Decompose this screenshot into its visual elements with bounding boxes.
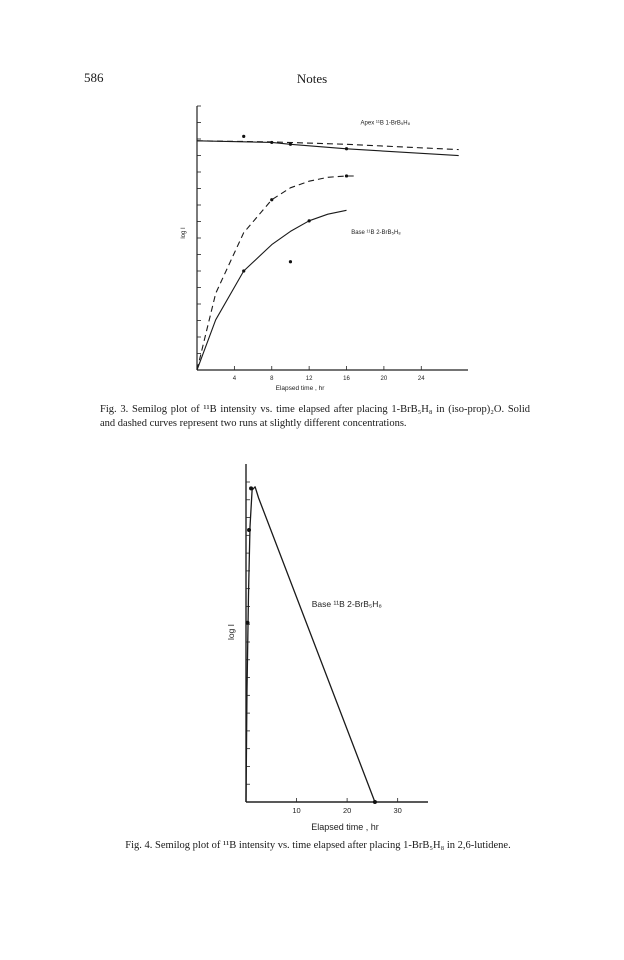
y-axis-label: log I <box>226 623 236 641</box>
data-point <box>242 269 245 272</box>
series-line-base-solid <box>246 487 375 802</box>
curve-annotation: Apex ¹¹B 1-BrB₅H₈ <box>360 120 411 127</box>
x-tick-label: 4 <box>232 376 237 382</box>
data-point <box>289 260 292 263</box>
data-point <box>289 143 292 146</box>
data-point <box>246 621 250 625</box>
caption-label: Fig. 4. <box>125 840 153 851</box>
data-point <box>270 198 273 201</box>
x-tick-label: 30 <box>393 806 402 815</box>
x-tick-label: 20 <box>342 806 352 815</box>
x-axis-label: Elapsed time , hr <box>311 822 379 832</box>
figure-3-caption <box>100 403 530 431</box>
x-tick-label: 20 <box>380 376 388 382</box>
data-point <box>270 141 273 144</box>
x-tick-label: 24 <box>417 376 425 382</box>
x-tick-label: 8 <box>270 376 274 382</box>
curve-annotation: Base ¹¹B 2-BrB₅H₈ <box>311 598 382 609</box>
data-point <box>373 800 377 804</box>
caption-label: Fig. 3. <box>100 404 129 415</box>
data-point <box>242 135 245 138</box>
x-tick-label: 16 <box>343 376 350 382</box>
series-line-base-solid <box>197 210 347 370</box>
caption-text: Semilog plot of ¹¹B intensity vs. time elapsed after placing 1-BrB₅H₈ in 2,6-lutidene. <box>155 840 511 851</box>
curve-annotation: Base ¹¹B 2-BrB₅H₈ <box>351 230 401 237</box>
figure-4-caption <box>88 839 548 853</box>
figure-4-chart <box>0 460 624 835</box>
series-line-base-dashed <box>197 176 356 370</box>
y-axis-label: log I <box>181 227 187 239</box>
caption-text: Semilog plot of ¹¹B intensity vs. time elapsed after placing 1-BrB₅H₈ in (iso-prop)₂O. Solid and dashed curves represent two runs at slightly different concentrations. <box>100 404 530 429</box>
x-axis-label: Elapsed time , hr <box>275 385 325 392</box>
x-tick-label: 12 <box>305 376 313 382</box>
data-point <box>308 219 311 222</box>
data-point <box>247 528 251 532</box>
data-point <box>345 174 348 177</box>
y-axis-ticks <box>197 106 201 370</box>
figure-3-chart <box>0 100 624 400</box>
data-point <box>249 486 253 490</box>
x-tick-label: 10 <box>292 806 301 815</box>
data-point <box>345 147 348 150</box>
running-head: Notes <box>296 71 328 86</box>
page-number: 586 <box>84 70 104 85</box>
